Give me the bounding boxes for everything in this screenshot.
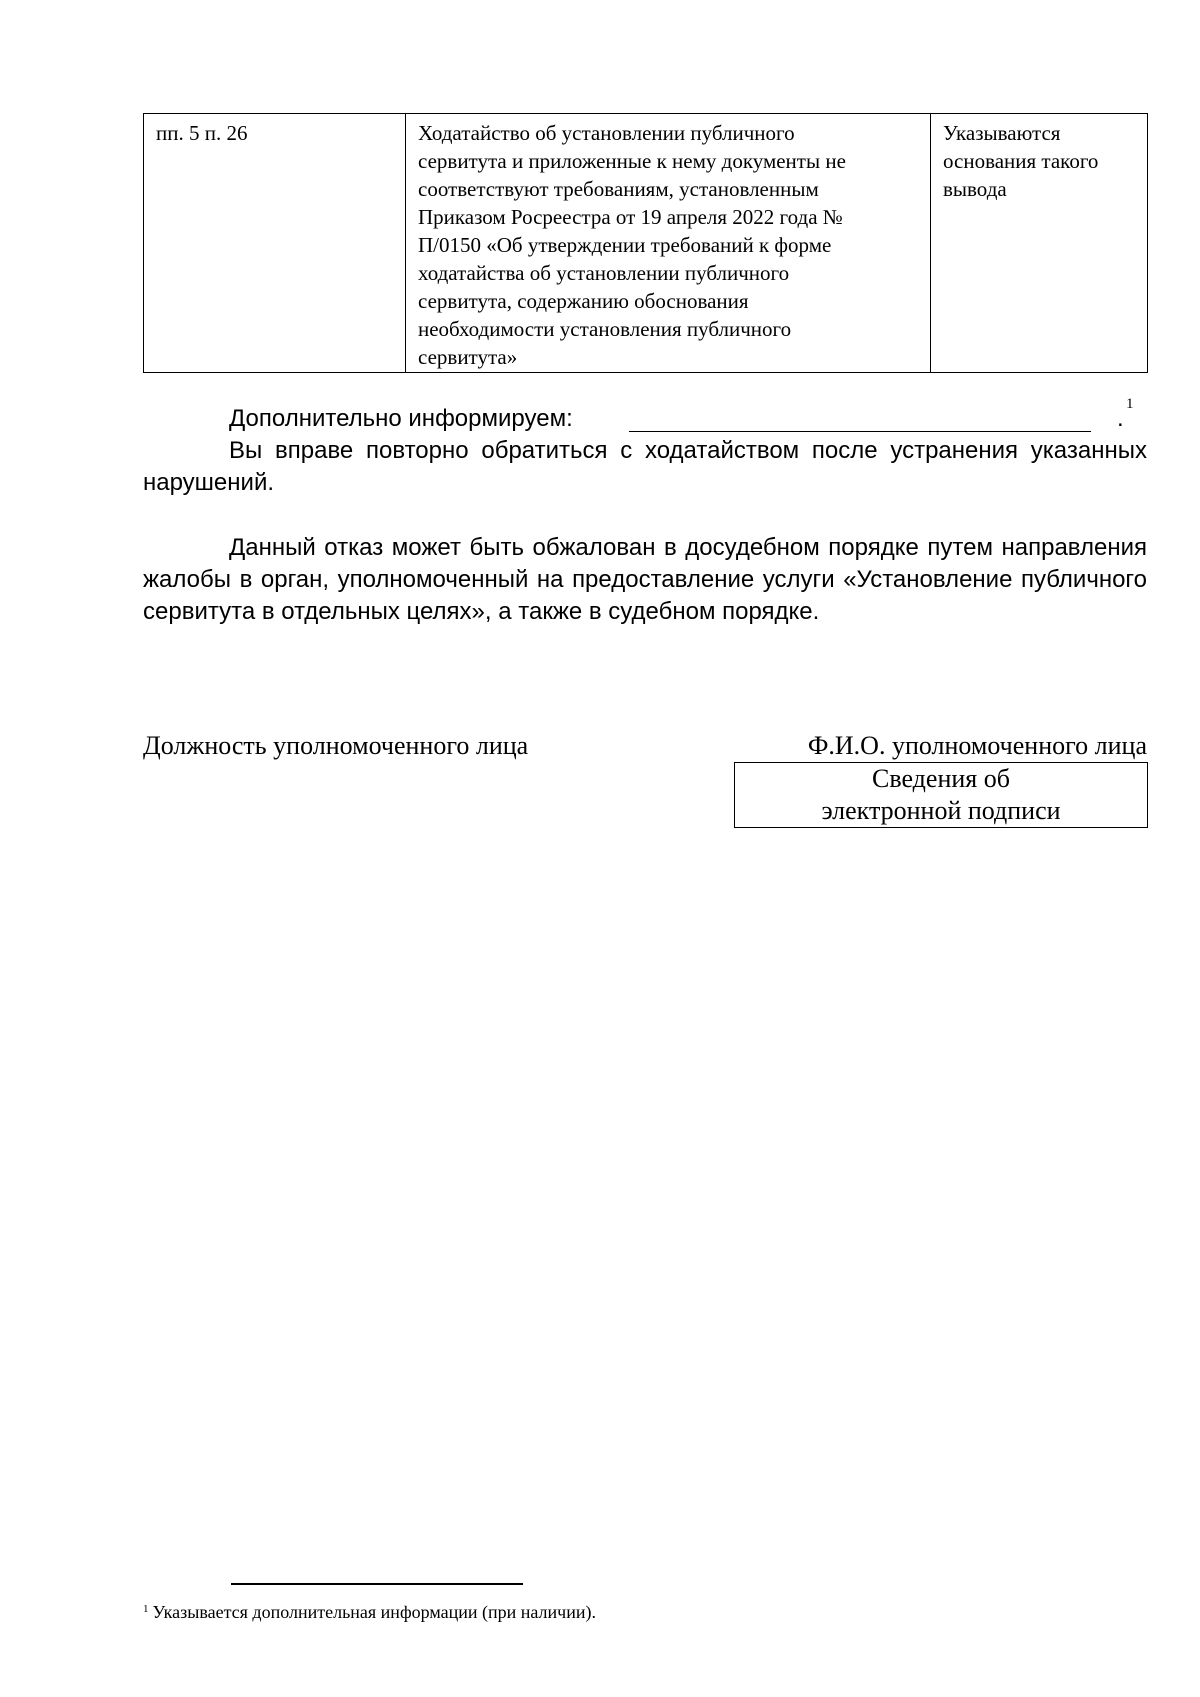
note-line: вывода — [943, 177, 1007, 201]
table-row — [144, 114, 1148, 373]
reason-cell — [406, 114, 931, 373]
note-cell — [931, 114, 1148, 373]
esig-line: Сведения об — [872, 764, 1010, 793]
appeal-paragraph: Данный отказ может быть обжалован в досудебном порядке путем направления жалобы в орган, уполномоченный на предоставление услуги «Установление публичного сервитута в отдельных целях», а также в судебном порядке. — [143, 534, 1147, 625]
additional-info-label: Дополнительно информируем: — [229, 405, 573, 432]
reason-line: сервитута» — [418, 345, 518, 369]
footnote-reference: 1 — [1126, 396, 1134, 412]
footnote-separator — [231, 1583, 523, 1585]
footnote — [143, 1598, 596, 1623]
note-line: основания такого — [943, 149, 1099, 173]
reason-line: соответствуют требованиям, установленным — [418, 177, 819, 201]
footnote-text: Указывается дополнительная информации (при наличии). — [152, 1602, 596, 1622]
reason-line: Приказом Росреестра от 19 апреля 2022 года № — [418, 205, 843, 229]
reason-line: Ходатайство об установлении публичного — [418, 121, 795, 145]
official-position-label: Должность уполномоченного лица — [143, 731, 529, 760]
official-name-label: Ф.И.О. уполномоченного лица — [807, 731, 1147, 760]
reference-text: пп. 5 п. 26 — [156, 121, 248, 145]
electronic-signature-box — [734, 762, 1148, 828]
reason-line: необходимости установления публичного — [418, 317, 792, 341]
refusal-reasons-table — [143, 113, 1148, 373]
reason-line: П/0150 «Об утверждении требований к форме — [418, 233, 832, 257]
reason-line: сервитута и приложенные к нему документы не — [418, 149, 846, 173]
reference-cell — [144, 114, 406, 373]
reason-line: сервитута, содержанию обоснования — [418, 289, 749, 313]
additional-info-paragraph — [143, 396, 1147, 437]
esig-line: электронной подписи — [821, 796, 1061, 825]
note-line: Указываются — [943, 121, 1061, 145]
additional-info-period: . — [1117, 405, 1124, 432]
reason-line: ходатайства об установлении публичного — [418, 261, 790, 285]
additional-info-blank-line — [629, 431, 1091, 432]
footnote-marker: 1 — [143, 1603, 149, 1615]
retry-paragraph: Вы вправе повторно обратиться с ходатайством после устранения указанных нарушений. — [143, 437, 1147, 496]
